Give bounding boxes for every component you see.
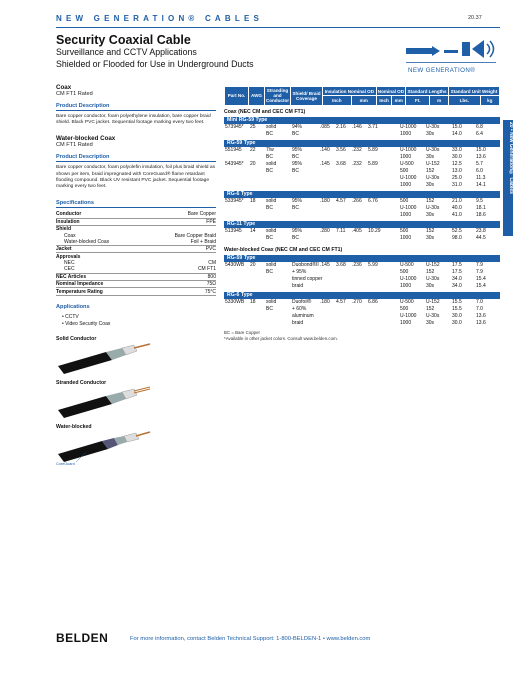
table-row: [224, 283, 500, 290]
table-cell: U-1000: [400, 204, 417, 211]
table-cell: 3.56: [336, 146, 346, 153]
table-cell: solid: [266, 123, 277, 130]
table-cell: solid: [266, 160, 277, 167]
specifications-heading: Specifications: [56, 200, 216, 208]
table-cell: BC: [292, 167, 299, 174]
table-cell: BC: [292, 130, 299, 137]
table-row: [224, 276, 500, 283]
table-cell: .266: [352, 197, 362, 204]
table-cell: BC: [292, 204, 299, 211]
header-part-no: Part No.: [225, 87, 249, 106]
table-cell: 94%: [292, 123, 303, 130]
header-stranding: Stranding and Conductor: [265, 88, 290, 104]
table-cell: BC: [292, 234, 299, 241]
table-row: [224, 262, 500, 269]
header-awg: AWG: [249, 87, 265, 106]
table-cell: U-1000: [400, 275, 417, 282]
list-item: • CCTV: [62, 313, 79, 320]
footer-text: For more information, contact Belden Technical Support: 1-800-BELDEN-1 • www.belden.com: [130, 636, 371, 642]
header-nominal-od: Nominal OD: [376, 87, 405, 96]
product-subtitle-2: Shielded or Flooded for Use in Underground Ducts: [56, 59, 254, 69]
type-bar-wb-rg6: RG-6 Type: [224, 292, 500, 299]
product-description-text-2: Bare copper conductor, foam polyolefin insulation, foil plus braid shield as shown per item, braid impregnated with CoreGuard® flame retardant flooding compound. Black UV resistant PVC jacket. Sequential footage marking every two feet.: [56, 165, 216, 190]
table-cell: 152: [426, 305, 435, 312]
table-cell: solid: [266, 261, 277, 268]
table-cell: 5.99: [368, 261, 378, 268]
table-cell: 4.57: [336, 298, 346, 305]
table-cell: 21.0: [452, 197, 462, 204]
table-cell: 500: [400, 167, 409, 174]
table-cell: tinned copper: [292, 275, 323, 282]
table-header: Part No. AWG Stranding and Conductor Shield/ Braid Coverage Insulation Nominal OD Nominal OD Standard Lengths Standard Unit Weight Inch mm Inch mm Ft. m Lbs. kg: [224, 86, 500, 106]
product-title: Security Coaxial Cable: [56, 33, 191, 47]
table-cell: 44.5: [476, 234, 486, 241]
table-cell: U-152: [426, 160, 440, 167]
table-cell: .140: [320, 146, 330, 153]
rows-group: [224, 299, 500, 327]
table-cell: 18.1: [476, 204, 486, 211]
water-blocked-heading: Water-blocked Coax: [56, 135, 116, 143]
specifications-table: Conductor Bare Copper Insulation FPE Shield Coax Bare Copper Braid Water-blocked Coax Foil + Braid Jacket PVC Approvals NEC CM CEC CM FT1 NEC Articles 800 Nominal Impedance 75Ω Temperature Rating 75°C: [56, 211, 216, 295]
coax-rating: CM FT1 Rated: [56, 91, 93, 97]
page-number: 20.37: [468, 15, 482, 21]
table-cell: 30s: [426, 153, 435, 160]
table-cell: braid: [292, 282, 304, 289]
table-row: [224, 161, 500, 168]
table-cell: 18: [250, 298, 256, 305]
table-cell: .146: [352, 123, 362, 130]
table-row: [224, 131, 500, 138]
note-jacket-colors: *Available in other jacket colors. Consult www.belden.com.: [224, 335, 338, 341]
applications-list: [62, 314, 216, 328]
logo-text: NEW GENERATION®: [408, 67, 476, 74]
table-cell: U-30s: [426, 312, 440, 319]
table-cell: .085: [320, 123, 330, 130]
table-cell: 513945: [225, 227, 242, 234]
table-cell: 4.57: [336, 197, 346, 204]
group-heading-water-blocked: Water-blocked Coax (NEC CM and CEC CM FT1): [224, 246, 343, 253]
table-cell: 31.0: [452, 181, 462, 188]
table-cell: U-152: [426, 261, 440, 268]
table-cell: 500: [400, 227, 409, 234]
table-cell: .270: [352, 298, 362, 305]
table-row: [224, 168, 500, 175]
header-title: NEW GENERATION® CABLES: [56, 14, 264, 23]
table-cell: 500: [400, 197, 409, 204]
table-cell: 98.0: [452, 234, 462, 241]
table-cell: .280: [320, 227, 330, 234]
table-cell: 6.0: [476, 167, 483, 174]
table-cell: 1000: [400, 181, 412, 188]
table-cell: 3.71: [368, 123, 378, 130]
type-bar-mini-rg59: Mini RG-59 Type: [224, 117, 500, 124]
table-row: [224, 306, 500, 313]
water-blocked-cable-icon: [56, 432, 152, 464]
product-description-text: Bare copper conductor, foam polyethylene insulation, bare copper braid shield. Black PVC jacket. Sequential footage marking every two feet.: [56, 114, 211, 126]
table-cell: 13.6: [476, 319, 486, 326]
table-cell: 1000: [400, 153, 412, 160]
table-cell: 13.6: [476, 153, 486, 160]
type-bar-rg59: RG-59 Type: [224, 140, 500, 147]
table-cell: 6.4: [476, 130, 483, 137]
table-cell: 30s: [426, 211, 435, 218]
table-cell: 14.0: [452, 130, 462, 137]
table-cell: 18.6: [476, 211, 486, 218]
rows-group: [224, 228, 500, 242]
header-standard-lengths: Standard Lengths: [406, 87, 449, 96]
table-cell: 10.29: [368, 227, 381, 234]
table-cell: 1000: [400, 130, 412, 137]
table-cell: 15.5: [452, 305, 462, 312]
table-row: [224, 147, 500, 154]
table-cell: .232: [352, 160, 362, 167]
stranded-conductor-cable-icon: [56, 388, 152, 418]
water-blocked-rating: CM FT1 Rated: [56, 142, 93, 149]
table-cell: BC: [266, 305, 273, 312]
product-table: [224, 86, 500, 341]
table-cell: Duofoil®: [292, 298, 312, 305]
table-cell: aluminum: [292, 312, 314, 319]
stranded-conductor-label: Stranded Conductor: [56, 379, 107, 386]
table-cell: BC: [266, 153, 273, 160]
table-cell: 5.89: [368, 160, 378, 167]
table-cell: .236: [352, 261, 362, 268]
table-cell: 15.4: [476, 282, 486, 289]
table-cell: 6.86: [368, 298, 378, 305]
table-cell: + 95%: [292, 268, 307, 275]
table-cell: 14: [250, 227, 256, 234]
table-cell: 22: [250, 146, 256, 153]
table-cell: U-500: [400, 160, 414, 167]
table-cell: 13.6: [476, 312, 486, 319]
table-cell: BC: [266, 268, 273, 275]
table-cell: 12.5: [452, 160, 462, 167]
table-cell: .232: [352, 146, 362, 153]
table-cell: BC: [292, 153, 299, 160]
table-cell: 41.0: [452, 211, 462, 218]
table-cell: U-1000: [400, 146, 417, 153]
table-cell: U-500: [400, 261, 414, 268]
table-cell: 7.0: [476, 305, 483, 312]
table-cell: solid: [266, 298, 277, 305]
table-cell: 7.9: [476, 261, 483, 268]
table-cell: 152: [426, 167, 435, 174]
table-cell: 500: [400, 268, 409, 275]
table-cell: 30s: [426, 130, 435, 137]
table-cell: U-1000: [400, 312, 417, 319]
table-cell: + 60%: [292, 305, 307, 312]
rows-group: [224, 147, 500, 189]
table-cell: 95%: [292, 146, 303, 153]
page-header: [0, 0, 513, 30]
table-cell: 33.0: [452, 146, 462, 153]
list-item: • Video Security Coax: [62, 320, 111, 327]
table-cell: braid: [292, 319, 304, 326]
table-cell: U-30s: [426, 123, 440, 130]
table-cell: 18: [250, 197, 256, 204]
table-cell: BC: [266, 167, 273, 174]
group-heading-coax: Coax (NEC CM and CEC CM FT1): [224, 108, 306, 115]
table-row: [224, 235, 500, 242]
table-cell: U-500: [400, 298, 414, 305]
solid-conductor-cable-icon: [56, 344, 152, 374]
table-cell: 5.7: [476, 160, 483, 167]
table-cell: U-30s: [426, 204, 440, 211]
table-cell: 30s: [426, 234, 435, 241]
table-cell: 1000: [400, 282, 412, 289]
header-shield: Shield/ Braid Coverage: [291, 87, 323, 106]
table-cell: 34.0: [452, 282, 462, 289]
table-row: [224, 228, 500, 235]
table-cell: 95%: [292, 227, 303, 234]
table-cell: 6.8: [476, 123, 483, 130]
table-cell: 5330WB: [225, 298, 245, 305]
applications-heading: Applications: [56, 303, 90, 310]
rows-group: [224, 262, 500, 290]
table-cell: 20: [250, 160, 256, 167]
header-unit-weight: Standard Unit Weight: [448, 87, 499, 96]
table-cell: 543945*: [225, 160, 244, 167]
table-cell: 7.0: [476, 298, 483, 305]
side-tab-text: 20 • New Generation® Cables: [508, 122, 514, 194]
table-cell: 30s: [426, 181, 435, 188]
table-cell: 15.0: [476, 146, 486, 153]
table-cell: 20: [250, 261, 256, 268]
header-rule: [56, 27, 500, 28]
table-cell: BC: [266, 234, 273, 241]
table-cell: .145: [320, 160, 330, 167]
table-cell: 2.16: [336, 123, 346, 130]
table-row: [224, 320, 500, 327]
rows-group: [224, 198, 500, 219]
table-cell: 152: [426, 197, 435, 204]
table-cell: BC: [266, 204, 273, 211]
table-cell: Duobond®II: [292, 261, 319, 268]
table-cell: 25: [250, 123, 256, 130]
note-bc: BC = Bare Copper: [224, 329, 260, 335]
table-cell: 9.5: [476, 197, 483, 204]
product-description-heading: Product Description: [56, 103, 216, 111]
table-cell: 23.8: [476, 227, 486, 234]
table-cell: 15.0: [452, 123, 462, 130]
table-cell: 30s: [426, 319, 435, 326]
table-cell: .405: [352, 227, 362, 234]
table-cell: solid: [266, 227, 277, 234]
coreguard-label: CoreGuard: [56, 461, 75, 466]
table-row: [224, 299, 500, 306]
table-cell: 17.5: [452, 261, 462, 268]
table-cell: U-1000: [400, 123, 417, 130]
table-cell: .180: [320, 197, 330, 204]
table-row: [224, 212, 500, 219]
table-cell: 52.5: [452, 227, 462, 234]
table-cell: 533945*: [225, 197, 244, 204]
table-cell: solid: [266, 197, 277, 204]
table-cell: 1000: [400, 211, 412, 218]
table-cell: 7.9: [476, 268, 483, 275]
header-insulation-od: Insulation Nominal OD: [323, 87, 377, 96]
table-cell: .145: [320, 261, 330, 268]
table-row: [224, 154, 500, 161]
solid-conductor-label: Solid Conductor: [56, 335, 97, 342]
table-cell: 5.89: [368, 146, 378, 153]
table-row: [224, 175, 500, 182]
table-cell: 40.0: [452, 204, 462, 211]
table-cell: 5430WB: [225, 261, 245, 268]
table-row: [224, 313, 500, 320]
table-cell: 3.68: [336, 261, 346, 268]
table-cell: U-30s: [426, 174, 440, 181]
belden-logo: BELDEN: [56, 631, 109, 645]
table-row: [224, 124, 500, 131]
table-cell: 7/w: [266, 146, 274, 153]
left-column: [56, 84, 216, 466]
table-cell: 500: [400, 305, 409, 312]
rows-group: [224, 124, 500, 138]
table-cell: 11.3: [476, 174, 486, 181]
table-row: [224, 198, 500, 205]
table-cell: 6.76: [368, 197, 378, 204]
table-cell: 95%: [292, 197, 303, 204]
table-row: [224, 182, 500, 189]
table-cell: 30.0: [452, 312, 462, 319]
table-cell: 573945*: [225, 123, 244, 130]
type-bar-rg11: RG-11 Type: [224, 221, 500, 228]
table-cell: 152: [426, 268, 435, 275]
table-cell: .180: [320, 298, 330, 305]
table-row: [224, 269, 500, 276]
table-cell: U-30s: [426, 275, 440, 282]
table-cell: U-152: [426, 298, 440, 305]
table-cell: 13.0: [452, 167, 462, 174]
table-cell: U-1000: [400, 174, 417, 181]
table-cell: 15.5: [452, 298, 462, 305]
type-bar-wb-rg59: RG-59 Type: [224, 255, 500, 262]
table-cell: 7.11: [336, 227, 346, 234]
table-cell: 551945: [225, 146, 242, 153]
coax-heading: Coax: [56, 84, 72, 91]
type-bar-rg6: RG-6 Type: [224, 191, 500, 198]
table-cell: 17.5: [452, 268, 462, 275]
table-cell: 30.0: [452, 319, 462, 326]
table-cell: 30s: [426, 282, 435, 289]
table-cell: 14.1: [476, 181, 486, 188]
table-cell: 152: [426, 227, 435, 234]
table-cell: 1000: [400, 234, 412, 241]
table-cell: 95%: [292, 160, 303, 167]
table-cell: 3.68: [336, 160, 346, 167]
table-cell: U-30s: [426, 146, 440, 153]
table-cell: 15.4: [476, 275, 486, 282]
table-cell: 25.0: [452, 174, 462, 181]
product-subtitle-1: Surveillance and CCTV Applications: [56, 47, 197, 57]
water-blocked-label: Water-blocked: [56, 423, 92, 430]
product-description-heading-2: Product Description: [56, 154, 216, 162]
table-cell: BC: [266, 130, 273, 137]
table-cell: 34.0: [452, 275, 462, 282]
table-cell: 1000: [400, 319, 412, 326]
table-cell: 30.0: [452, 153, 462, 160]
table-row: [224, 205, 500, 212]
